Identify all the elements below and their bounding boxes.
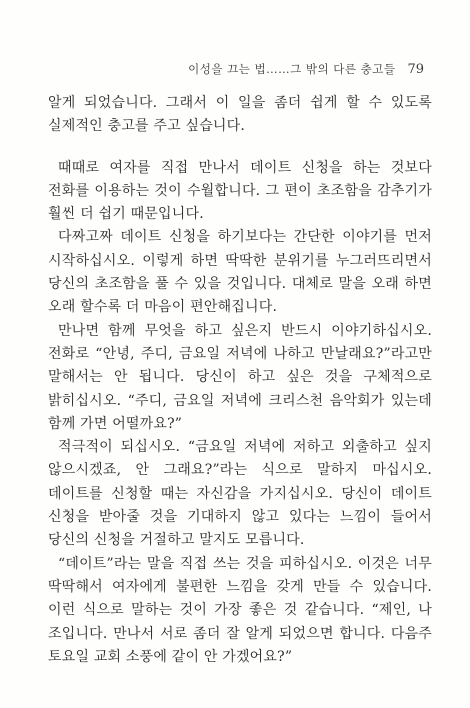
section-break bbox=[48, 139, 432, 157]
page-number: 79 bbox=[407, 62, 424, 77]
paragraph: “데이트”라는 말을 직접 쓰는 것을 피하십시오. 이것은 너무 딱딱해서 여자에게 불편한 느낌을 갖게 만들 수 있습니다. 이런 식으로 말하는 것이 가장 좋은 것 같습니다. “제인, 나 조입니다. 만나서 서로 좀더 잘 알게 되었으면 합니다. 다음주 토요일 교회 소풍에 같이 안 가겠어요?” bbox=[48, 555, 432, 665]
paragraph: 적극적이 되십시오. “금요일 저녁에 저하고 외출하고 싶지 않으시겠죠, 안 그래요?”라는 식으로 말하지 마십시오. 데이트를 신청할 때는 자신감을 가지십시오. 당신이 데이트 신청을 받아줄 것을 기대하지 않고 있다는 느낌이 들어서 당신의 신청을 거절하고 말지도 모릅니다. bbox=[48, 439, 432, 549]
paragraph: 만나면 함께 무엇을 하고 싶은지 반드시 이야기하십시오. 전화로 “안녕, 주디, 금요일 저녁에 나하고 만날래요?”라고만 말해서는 안 됩니다. 당신이 하고 싶은 것을 구체적으로 밝히십시오. “주디, 금요일 저녁에 크리스천 음악회가 있는데 함께 가면 어떨까요?” bbox=[48, 322, 432, 432]
paragraph-continued: 알게 되었습니다. 그래서 이 일을 좀더 쉽게 할 수 있도록 실제적인 충고를 주고 싶습니다. bbox=[48, 95, 432, 135]
running-title: 이성을 끄는 법……그 밖의 다른 충고들 bbox=[188, 62, 396, 76]
paragraph: 때때로 여자를 직접 만나서 데이트 신청을 하는 것보다 전화를 이용하는 것이 수월합니다. 그 편이 초조함을 감추기가 훨씬 더 쉽기 때문입니다. bbox=[48, 159, 432, 223]
body-text bbox=[48, 92, 432, 669]
paragraph: 다짜고짜 데이트 신청을 하기보다는 간단한 이야기를 먼저 시작하십시오. 이렇게 하면 딱딱한 분위기를 누그러뜨리면서 당신의 초조함을 풀 수 있을 것입니다. 대체로 말을 오래 하면 오래 할수록 더 마음이 편안해집니다. bbox=[48, 229, 432, 316]
running-header bbox=[188, 61, 424, 77]
